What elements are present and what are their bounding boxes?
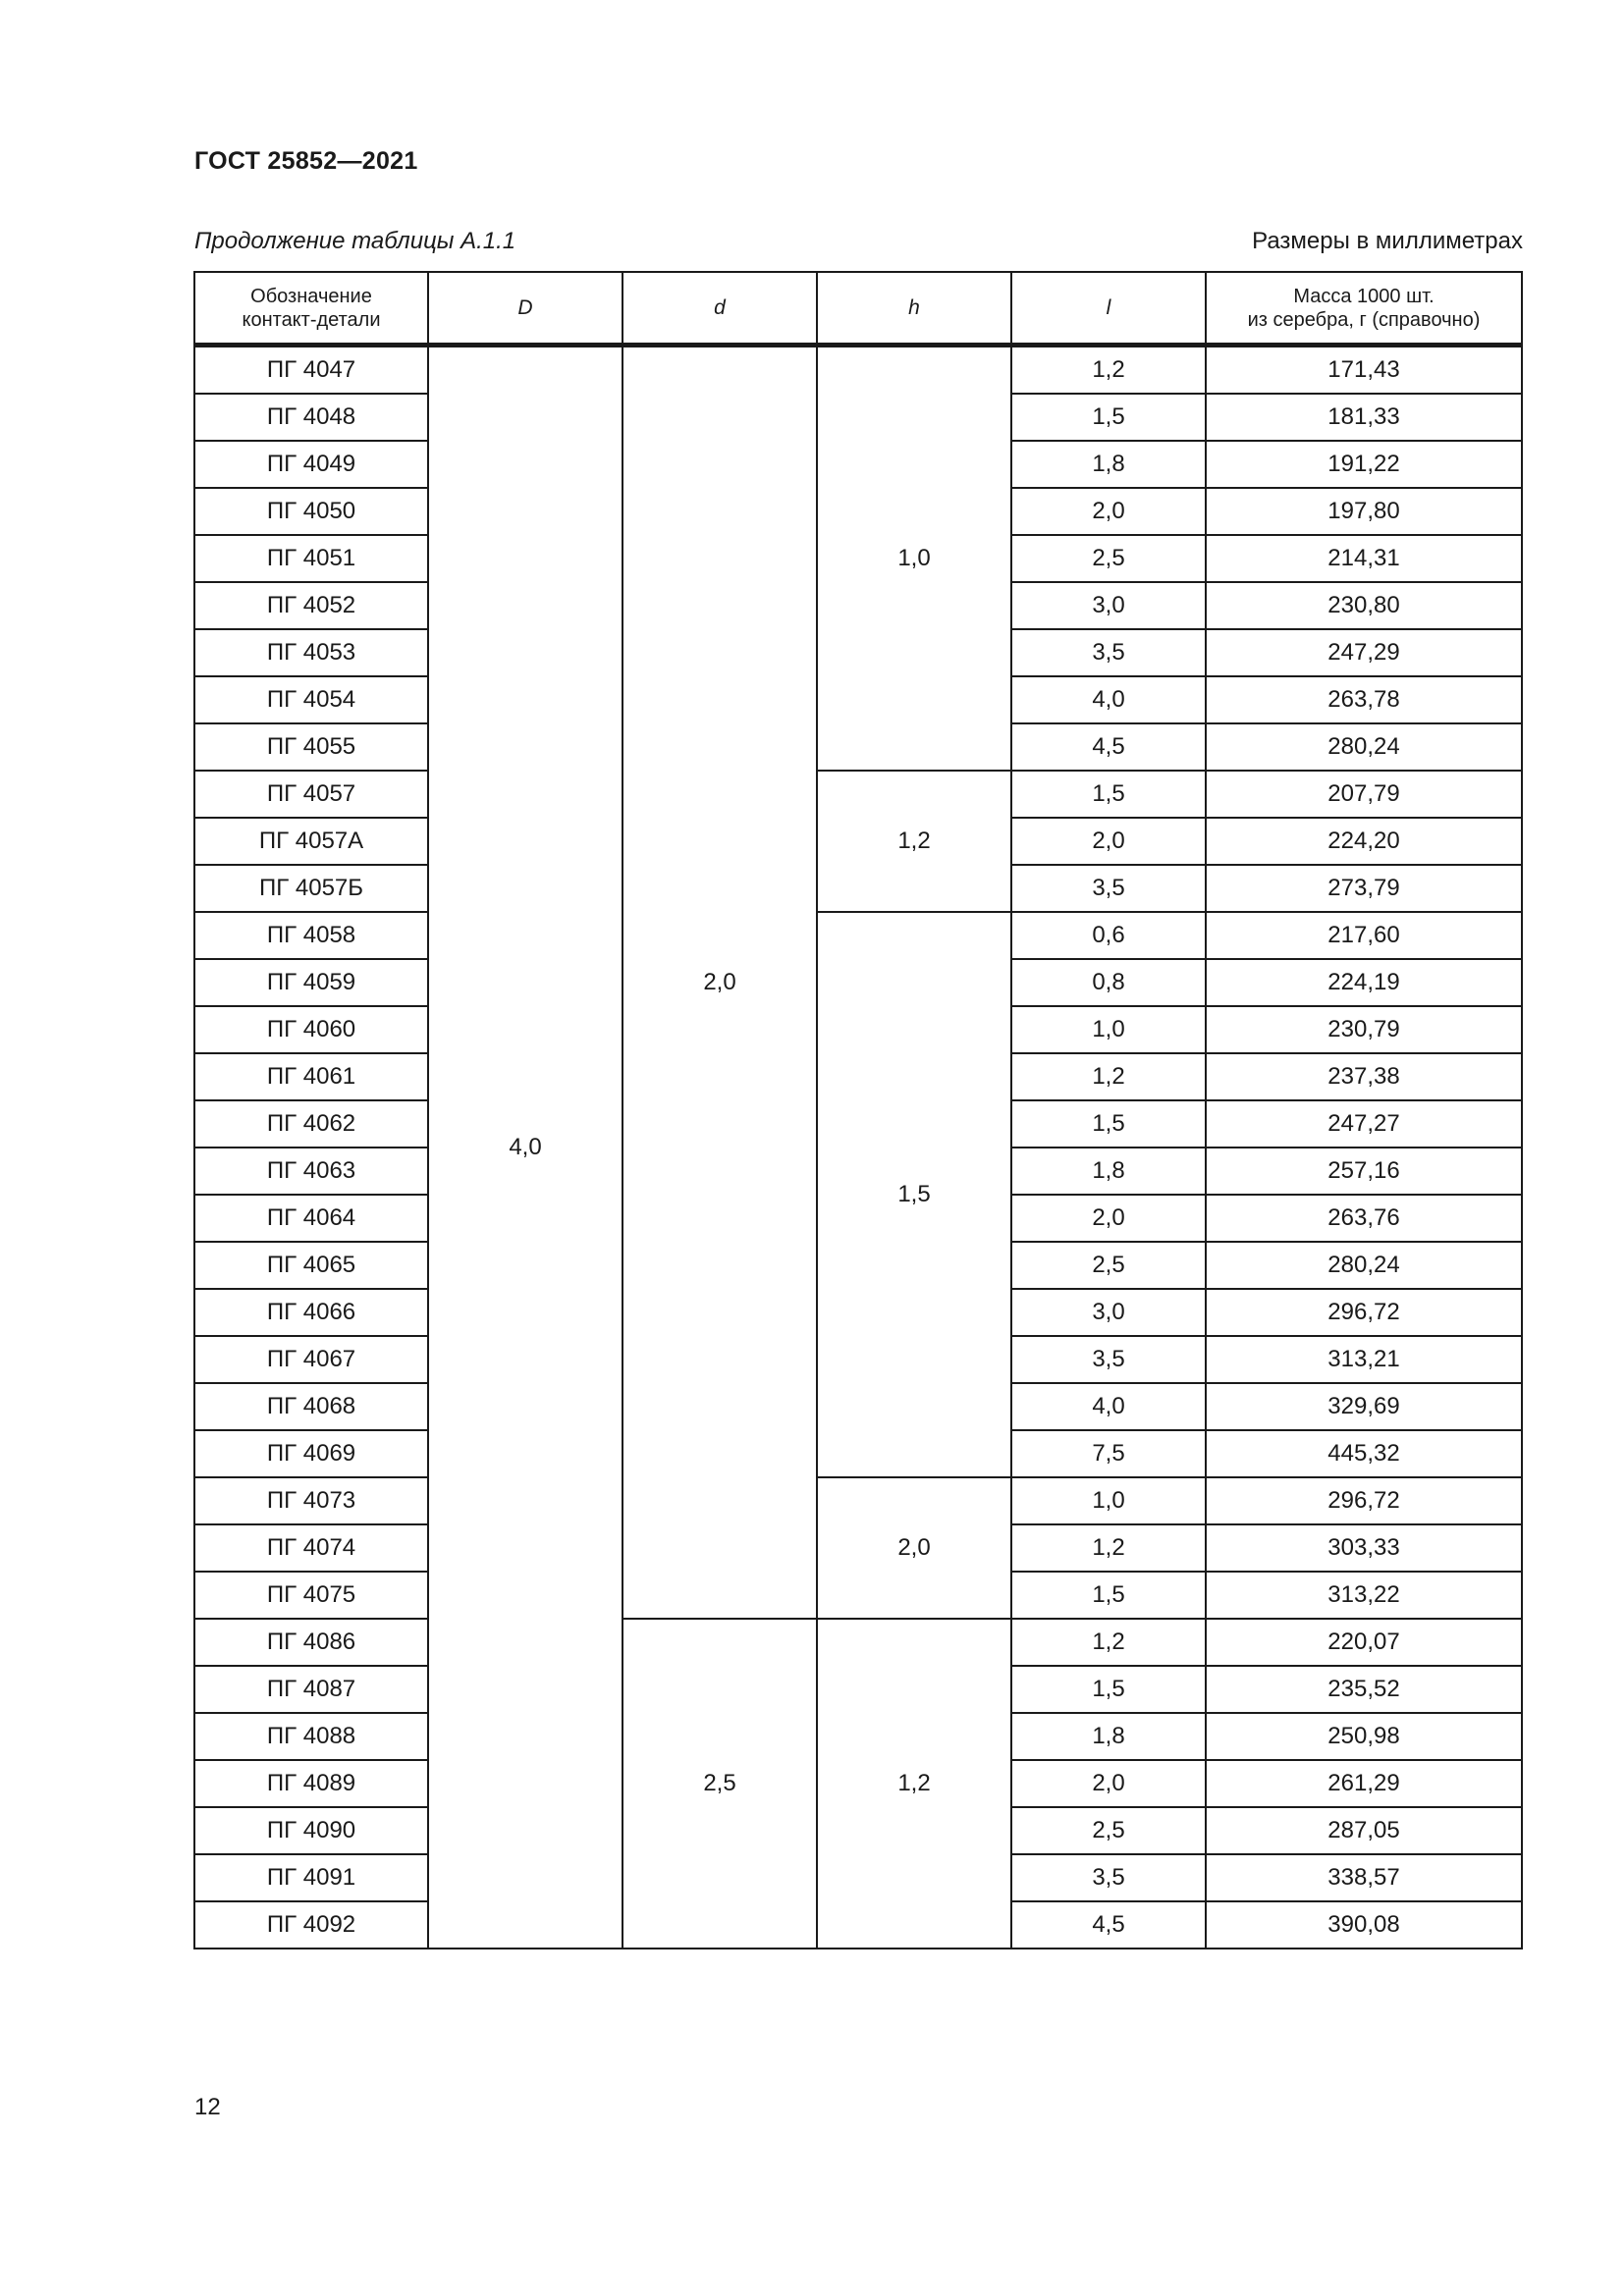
table-row bbox=[194, 912, 1522, 959]
mass-value-cell: 390,08 bbox=[1206, 1901, 1522, 1949]
designation-cell: ПГ 4051 bbox=[194, 535, 428, 582]
mass-value-cell: 329,69 bbox=[1206, 1383, 1522, 1430]
designation-cell: ПГ 4058 bbox=[194, 912, 428, 959]
header-D: D bbox=[428, 272, 623, 346]
mass-value-cell: 191,22 bbox=[1206, 441, 1522, 488]
designation-cell: ПГ 4068 bbox=[194, 1383, 428, 1430]
l-value-cell: 1,5 bbox=[1011, 1100, 1206, 1148]
l-value-cell: 1,8 bbox=[1011, 1148, 1206, 1195]
l-value-cell: 1,5 bbox=[1011, 1572, 1206, 1619]
h-value-cell: 1,2 bbox=[817, 1619, 1011, 1949]
l-value-cell: 1,5 bbox=[1011, 394, 1206, 441]
table-row bbox=[194, 346, 1522, 395]
l-value-cell: 1,8 bbox=[1011, 441, 1206, 488]
designation-cell: ПГ 4053 bbox=[194, 629, 428, 676]
l-value-cell: 3,5 bbox=[1011, 865, 1206, 912]
designation-cell: ПГ 4089 bbox=[194, 1760, 428, 1807]
mass-value-cell: 257,16 bbox=[1206, 1148, 1522, 1195]
header-mass bbox=[1206, 272, 1522, 346]
mass-value-cell: 230,79 bbox=[1206, 1006, 1522, 1053]
mass-value-cell: 313,22 bbox=[1206, 1572, 1522, 1619]
table-row bbox=[194, 1619, 1522, 1666]
mass-value-cell: 287,05 bbox=[1206, 1807, 1522, 1854]
designation-cell: ПГ 4066 bbox=[194, 1289, 428, 1336]
designation-cell: ПГ 4061 bbox=[194, 1053, 428, 1100]
mass-value-cell: 261,29 bbox=[1206, 1760, 1522, 1807]
mass-value-cell: 250,98 bbox=[1206, 1713, 1522, 1760]
mass-value-cell: 263,78 bbox=[1206, 676, 1522, 723]
mass-value-cell: 338,57 bbox=[1206, 1854, 1522, 1901]
l-value-cell: 0,8 bbox=[1011, 959, 1206, 1006]
designation-cell: ПГ 4090 bbox=[194, 1807, 428, 1854]
l-value-cell: 1,5 bbox=[1011, 771, 1206, 818]
designation-cell: ПГ 4055 bbox=[194, 723, 428, 771]
l-value-cell: 3,5 bbox=[1011, 1854, 1206, 1901]
l-value-cell: 1,8 bbox=[1011, 1713, 1206, 1760]
mass-value-cell: 296,72 bbox=[1206, 1477, 1522, 1524]
designation-cell: ПГ 4064 bbox=[194, 1195, 428, 1242]
l-value-cell: 3,5 bbox=[1011, 1336, 1206, 1383]
l-value-cell: 4,5 bbox=[1011, 723, 1206, 771]
h-value-cell: 1,0 bbox=[817, 346, 1011, 772]
mass-value-cell: 237,38 bbox=[1206, 1053, 1522, 1100]
designation-cell: ПГ 4065 bbox=[194, 1242, 428, 1289]
designation-cell: ПГ 4057 bbox=[194, 771, 428, 818]
l-value-cell: 2,5 bbox=[1011, 535, 1206, 582]
h-value-cell: 2,0 bbox=[817, 1477, 1011, 1619]
designation-cell: ПГ 4062 bbox=[194, 1100, 428, 1148]
table-row bbox=[194, 1477, 1522, 1524]
mass-value-cell: 197,80 bbox=[1206, 488, 1522, 535]
mass-value-cell: 280,24 bbox=[1206, 1242, 1522, 1289]
l-value-cell: 2,0 bbox=[1011, 1195, 1206, 1242]
l-value-cell: 2,0 bbox=[1011, 488, 1206, 535]
header-designation-line-1: Обозначение bbox=[250, 285, 372, 307]
l-value-cell: 1,0 bbox=[1011, 1477, 1206, 1524]
designation-cell: ПГ 4091 bbox=[194, 1854, 428, 1901]
header-h: h bbox=[817, 272, 1011, 346]
designation-cell: ПГ 4060 bbox=[194, 1006, 428, 1053]
designation-cell: ПГ 4067 bbox=[194, 1336, 428, 1383]
designation-cell: ПГ 4057А bbox=[194, 818, 428, 865]
page-number: 12 bbox=[194, 2094, 221, 2120]
units-caption: Размеры в миллиметрах bbox=[1252, 228, 1523, 254]
h-value-cell: 1,5 bbox=[817, 912, 1011, 1477]
d-value-cell: 2,5 bbox=[623, 1619, 817, 1949]
l-value-cell: 2,0 bbox=[1011, 1760, 1206, 1807]
header-designation-line-2: контакт-детали bbox=[242, 308, 381, 331]
l-value-cell: 4,0 bbox=[1011, 1383, 1206, 1430]
mass-value-cell: 171,43 bbox=[1206, 346, 1522, 395]
designation-cell: ПГ 4092 bbox=[194, 1901, 428, 1949]
l-value-cell: 1,0 bbox=[1011, 1006, 1206, 1053]
dimensions-table bbox=[193, 271, 1523, 1949]
designation-cell: ПГ 4074 bbox=[194, 1524, 428, 1572]
mass-value-cell: 247,27 bbox=[1206, 1100, 1522, 1148]
l-value-cell: 3,0 bbox=[1011, 1289, 1206, 1336]
mass-value-cell: 207,79 bbox=[1206, 771, 1522, 818]
mass-value-cell: 273,79 bbox=[1206, 865, 1522, 912]
header-l: l bbox=[1011, 272, 1206, 346]
header-d: d bbox=[623, 272, 817, 346]
table-row bbox=[194, 771, 1522, 818]
mass-value-cell: 445,32 bbox=[1206, 1430, 1522, 1477]
designation-cell: ПГ 4047 bbox=[194, 346, 428, 395]
mass-value-cell: 220,07 bbox=[1206, 1619, 1522, 1666]
mass-value-cell: 217,60 bbox=[1206, 912, 1522, 959]
designation-cell: ПГ 4049 bbox=[194, 441, 428, 488]
l-value-cell: 1,2 bbox=[1011, 1619, 1206, 1666]
l-value-cell: 7,5 bbox=[1011, 1430, 1206, 1477]
designation-cell: ПГ 4059 bbox=[194, 959, 428, 1006]
mass-value-cell: 313,21 bbox=[1206, 1336, 1522, 1383]
designation-cell: ПГ 4069 bbox=[194, 1430, 428, 1477]
designation-cell: ПГ 4063 bbox=[194, 1148, 428, 1195]
l-value-cell: 1,5 bbox=[1011, 1666, 1206, 1713]
mass-value-cell: 181,33 bbox=[1206, 394, 1522, 441]
l-value-cell: 1,2 bbox=[1011, 1524, 1206, 1572]
designation-cell: ПГ 4054 bbox=[194, 676, 428, 723]
D-value-cell: 4,0 bbox=[428, 346, 623, 1949]
l-value-cell: 1,2 bbox=[1011, 346, 1206, 395]
mass-value-cell: 224,20 bbox=[1206, 818, 1522, 865]
l-value-cell: 3,5 bbox=[1011, 629, 1206, 676]
mass-value-cell: 235,52 bbox=[1206, 1666, 1522, 1713]
l-value-cell: 2,5 bbox=[1011, 1242, 1206, 1289]
mass-value-cell: 280,24 bbox=[1206, 723, 1522, 771]
l-value-cell: 0,6 bbox=[1011, 912, 1206, 959]
l-value-cell: 2,5 bbox=[1011, 1807, 1206, 1854]
l-value-cell: 2,0 bbox=[1011, 818, 1206, 865]
table-continuation-caption: Продолжение таблицы А.1.1 bbox=[194, 228, 516, 254]
designation-cell: ПГ 4088 bbox=[194, 1713, 428, 1760]
mass-value-cell: 247,29 bbox=[1206, 629, 1522, 676]
d-value-cell: 2,0 bbox=[623, 346, 817, 1620]
mass-value-cell: 214,31 bbox=[1206, 535, 1522, 582]
designation-cell: ПГ 4073 bbox=[194, 1477, 428, 1524]
header-designation bbox=[194, 272, 428, 346]
l-value-cell: 4,5 bbox=[1011, 1901, 1206, 1949]
designation-cell: ПГ 4087 bbox=[194, 1666, 428, 1713]
header-mass-line-1: Масса 1000 шт. bbox=[1293, 285, 1435, 307]
mass-value-cell: 303,33 bbox=[1206, 1524, 1522, 1572]
mass-value-cell: 224,19 bbox=[1206, 959, 1522, 1006]
document-title: ГОСТ 25852—2021 bbox=[194, 147, 418, 175]
l-value-cell: 3,0 bbox=[1011, 582, 1206, 629]
designation-cell: ПГ 4075 bbox=[194, 1572, 428, 1619]
header-mass-line-2: из серебра, г (справочно) bbox=[1247, 308, 1481, 331]
designation-cell: ПГ 4050 bbox=[194, 488, 428, 535]
mass-value-cell: 296,72 bbox=[1206, 1289, 1522, 1336]
h-value-cell: 1,2 bbox=[817, 771, 1011, 912]
designation-cell: ПГ 4048 bbox=[194, 394, 428, 441]
table-body bbox=[194, 346, 1522, 1949]
designation-cell: ПГ 4052 bbox=[194, 582, 428, 629]
table-header-row bbox=[194, 272, 1522, 346]
l-value-cell: 1,2 bbox=[1011, 1053, 1206, 1100]
mass-value-cell: 263,76 bbox=[1206, 1195, 1522, 1242]
designation-cell: ПГ 4057Б bbox=[194, 865, 428, 912]
designation-cell: ПГ 4086 bbox=[194, 1619, 428, 1666]
l-value-cell: 4,0 bbox=[1011, 676, 1206, 723]
mass-value-cell: 230,80 bbox=[1206, 582, 1522, 629]
